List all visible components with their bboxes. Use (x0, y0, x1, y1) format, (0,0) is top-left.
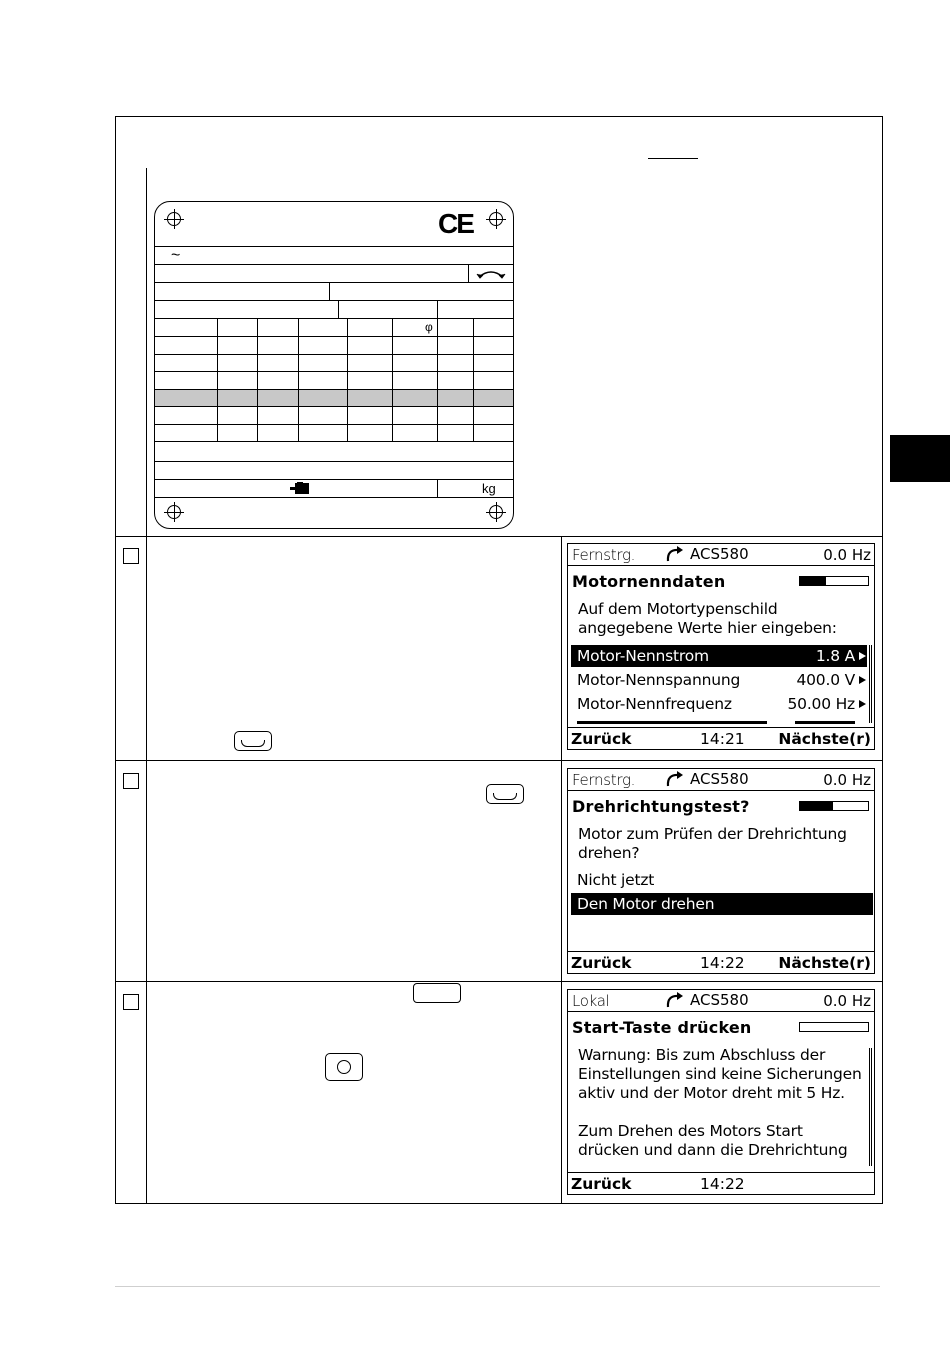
step-column-divider (146, 168, 147, 1204)
rotation-direction-icon (664, 991, 686, 1009)
footer-rule (115, 1286, 880, 1287)
screen-title: Motornenndaten (572, 572, 726, 591)
option-den-motor-drehen[interactable]: Den Motor drehen (571, 893, 873, 915)
progress-bar (799, 801, 869, 811)
output-frequency: 0.0 Hz (823, 546, 871, 564)
softkey-bar (568, 951, 874, 973)
control-location: Lokal (572, 992, 610, 1010)
rotation-direction-icon (664, 545, 686, 563)
crosshair-icon (164, 502, 184, 522)
instruction-line: Auf dem Motortypenschild (578, 600, 778, 618)
status-bar (568, 544, 874, 566)
crosshair-icon (164, 209, 184, 229)
row-divider (115, 760, 883, 761)
start-key-icon (413, 983, 461, 1003)
control-panel-screen (567, 543, 875, 750)
chapter-tab (890, 435, 950, 482)
motor-icon (289, 482, 311, 495)
message-area (568, 1046, 874, 1168)
control-location: Fernstrg. (572, 546, 636, 564)
instruction-line: Zum Drehen des Motors Start (578, 1122, 803, 1140)
screen-column-divider (561, 536, 562, 1204)
status-bar (568, 769, 874, 791)
motor-nameplate (154, 201, 514, 529)
list-item-motor-nennspannung[interactable]: Motor-Nennspannung 400.0 V (571, 669, 867, 691)
right-softkey-icon (486, 784, 524, 804)
scrollbar[interactable] (869, 645, 872, 723)
instruction-line: drehen? (578, 844, 640, 862)
rotation-arrow-icon (475, 266, 507, 280)
arrow-right-icon (859, 652, 866, 660)
warning-line: aktiv und der Motor dreht mit 5 Hz. (578, 1084, 845, 1102)
control-panel-screen (567, 989, 875, 1195)
right-softkey-icon (234, 731, 272, 751)
warning-line: Warnung: Bis zum Abschluss der (578, 1046, 826, 1064)
list-item-motor-nennstrom[interactable]: Motor-Nennstrom 1.8 A (571, 645, 867, 667)
clock: 14:22 (700, 1175, 745, 1193)
screen-title: Drehrichtungstest? (572, 797, 750, 816)
clock: 14:21 (700, 730, 745, 748)
output-frequency: 0.0 Hz (823, 992, 871, 1010)
weight-unit: kg (482, 481, 496, 496)
control-location: Fernstrg. (572, 771, 636, 789)
instruction-line: angegebene Werte hier eingeben: (578, 619, 837, 637)
scrollbar[interactable] (869, 1048, 872, 1166)
status-bar (568, 990, 874, 1012)
list-item-cutoff (571, 717, 867, 725)
progress-bar (799, 1022, 869, 1032)
clock: 14:22 (700, 954, 745, 972)
step-checkbox[interactable] (123, 773, 139, 789)
arrow-right-icon (859, 676, 866, 684)
instruction-line: drücken und dann die Drehrichtung (578, 1141, 848, 1159)
back-softkey[interactable]: Zurück (571, 954, 632, 972)
ac-symbol: ~ (171, 247, 181, 264)
stop-key-icon (325, 1053, 363, 1081)
row-divider (115, 981, 883, 982)
next-softkey[interactable]: Nächste(r) (778, 730, 871, 748)
option-nicht-jetzt[interactable]: Nicht jetzt (577, 871, 655, 889)
cos-phi-symbol: φ (425, 320, 433, 334)
back-softkey[interactable]: Zurück (571, 1175, 632, 1193)
title-underline (648, 158, 698, 159)
warning-line: Einstellungen sind keine Sicherungen (578, 1065, 862, 1083)
softkey-bar (568, 727, 874, 749)
list-item-motor-nennfrequenz[interactable]: Motor-Nennfrequenz 50.00 Hz (571, 693, 867, 715)
instruction-line: Motor zum Prüfen der Drehrichtung (578, 825, 847, 843)
step-checkbox[interactable] (123, 548, 139, 564)
crosshair-icon (486, 502, 506, 522)
progress-bar (799, 576, 869, 586)
drive-name: ACS580 (664, 991, 749, 1009)
next-softkey[interactable]: Nächste(r) (778, 954, 871, 972)
rotation-direction-icon (664, 770, 686, 788)
drive-name: ACS580 (664, 770, 749, 788)
output-frequency: 0.0 Hz (823, 771, 871, 789)
control-panel-screen (567, 768, 875, 974)
drive-name: ACS580 (664, 545, 749, 563)
step-checkbox[interactable] (123, 994, 139, 1010)
back-softkey[interactable]: Zurück (571, 730, 632, 748)
crosshair-icon (486, 209, 506, 229)
softkey-bar (568, 1172, 874, 1194)
row-divider (115, 536, 883, 537)
arrow-right-icon (859, 700, 866, 708)
ce-mark: CE (438, 208, 473, 239)
screen-title: Start-Taste drücken (572, 1018, 752, 1037)
